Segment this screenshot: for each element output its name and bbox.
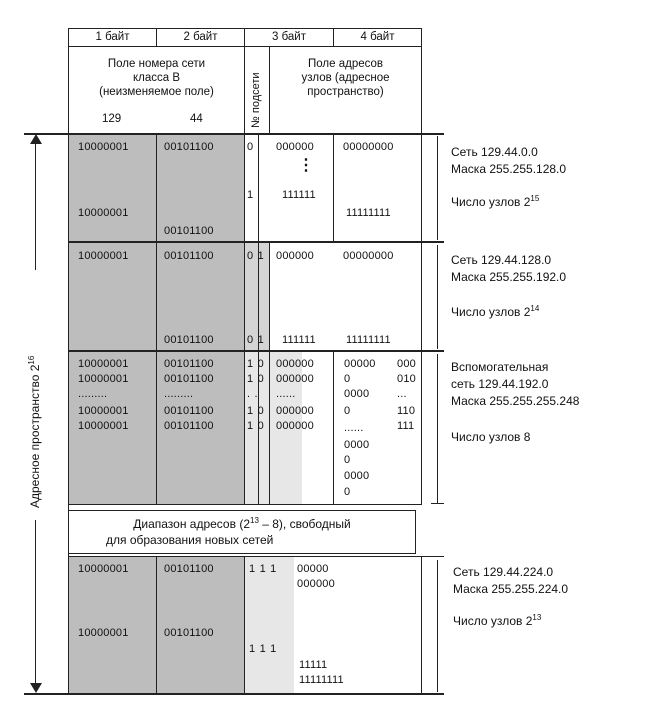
block4-host-count-label: Число узлов $2^{13}$: [453, 613, 542, 628]
header-right-border: [421, 28, 422, 133]
block1-byte1-first: 10000001: [78, 141, 129, 153]
block3-byte4b-row4: 110: [397, 405, 416, 417]
byte3-4-divider-block3: [333, 352, 334, 504]
block3-subnet-bits-row1: 1 0: [247, 358, 264, 370]
host-field-label-1: Поле адресов: [308, 58, 383, 70]
block2-byte1-first: 10000001: [78, 250, 129, 262]
free-range-line1: Диапазон адресов $(2^{13} - 8)$, свободный: [133, 516, 351, 531]
network-value-44: 44: [190, 113, 203, 125]
block4-byte1-first: 10000001: [78, 563, 129, 575]
block2-bottom-line: [68, 350, 444, 352]
block3-byte4b-row3: ...: [397, 388, 407, 400]
block3-aux-label-1: Вспомогательная: [451, 360, 549, 374]
block3-byte1-row3: .........: [78, 388, 108, 400]
block1-byte2-last: 00101100: [164, 225, 214, 237]
block3-byte4a-row5: ......: [344, 422, 364, 434]
block1-byte4-first: 00000000: [343, 141, 394, 153]
block4-host-first-b: 000000: [297, 578, 335, 590]
byte-divider-2-block4: [244, 556, 245, 694]
block4-mask-label: Маска 255.255.224.0: [453, 582, 569, 596]
block3-byte1-row5: 10000001: [78, 420, 129, 432]
block3-subnet-bits-row3: . .: [247, 388, 258, 400]
network-field-label-2: класса В: [132, 72, 181, 84]
block1-byte2-first: 00101100: [164, 141, 214, 153]
block2-mask-label: Маска 255.255.192.0: [451, 270, 567, 284]
block4-host-first-a: 00000: [297, 563, 329, 575]
block3-byte4a-row8: 0000: [344, 470, 370, 482]
table-right-border: [421, 133, 422, 504]
block2-host-count-label: Число узлов $2^{14}$: [451, 304, 540, 319]
block4-host-last-b: 11111111: [299, 674, 344, 686]
block2-byte4-last: 11111111: [346, 334, 391, 346]
table-left-border: [68, 133, 69, 694]
table-right-border-block4: [421, 556, 422, 694]
subnet-bit-divider-a: [258, 133, 259, 504]
block3-byte3-row3: ......: [276, 388, 296, 400]
byte2-label: 2 байт: [183, 31, 218, 43]
block3-byte4a-row6: 0000: [344, 439, 370, 451]
bracket1-line: [437, 136, 438, 240]
byte1-label: 1 байт: [95, 31, 130, 43]
block3-byte1-row2: 10000001: [78, 373, 129, 385]
block1-byte4-last: 11111111: [346, 207, 391, 219]
block3-byte2-row4: 00101100: [164, 405, 214, 417]
host-field-label-3: пространство): [307, 86, 384, 98]
block3-subnet-bits-row4: 1 0: [247, 405, 264, 417]
byte-divider-1-block1: [156, 133, 157, 504]
block4-top-line: [68, 556, 444, 557]
bracket3-line: [437, 354, 438, 504]
block3-byte4a-row9: 0: [344, 486, 351, 498]
block2-byte3-last: 111111: [282, 334, 316, 346]
table-bottom-line: [24, 693, 444, 695]
address-space-arrow-down: [30, 683, 42, 693]
subnet-number-label: № подсети: [250, 72, 262, 128]
block3-byte4b-row1: 000: [397, 358, 416, 370]
block4-byte1-last: 10000001: [78, 627, 129, 639]
block3-byte4a-row2: 0: [344, 373, 351, 385]
network-value-129: 129: [102, 113, 122, 125]
byte-divider-1-block4: [156, 556, 157, 694]
block3-aux-label-2: сеть 129.44.192.0: [451, 377, 549, 391]
byte-divider-2: [244, 133, 245, 504]
block4-host-last-a: 11111: [299, 659, 328, 671]
block4-subnet-bits-first: 1 1 1: [249, 563, 277, 575]
block2-network-label: Сеть 129.44.128.0: [451, 253, 552, 267]
block1-subnet-bit-first: 0: [247, 141, 254, 153]
block3-byte2-row3: .........: [164, 388, 194, 400]
block1-byte3-last: 111111: [282, 189, 316, 201]
table-top-line: [24, 133, 444, 135]
bracket4-line: [437, 560, 438, 692]
byte3-4-divider-block1: [333, 133, 334, 242]
block3-byte3-row5: 000000: [276, 420, 314, 432]
block4-network-label: Сеть 129.44.224.0: [453, 565, 554, 579]
block3-byte4a-row4: 0: [344, 405, 351, 417]
block1-subnet-bit-last: 1: [247, 189, 254, 201]
host-field-label-2: узлов (адресное: [301, 72, 390, 84]
block3-byte4a-row7: 0: [344, 454, 351, 466]
block3-byte2-row2: 00101100: [164, 373, 214, 385]
bracket3-bottom: [431, 503, 444, 504]
network-field-label-3: (неизменяемое поле): [99, 86, 214, 98]
block4-subnet-bits-last: 1 1 1: [249, 643, 277, 655]
shaded-subnet-bits-block4: [244, 557, 294, 693]
block2-byte2-last: 00101100: [164, 334, 214, 346]
byte4-label: 4 байт: [360, 31, 395, 43]
byte3-label: 3 байт: [271, 31, 306, 43]
block2-byte3-first: 000000: [276, 250, 314, 262]
block3-mask-label: Маска 255.255.255.248: [451, 394, 580, 408]
block3-bottom-line: [68, 504, 422, 505]
block3-byte1-row4: 10000001: [78, 405, 129, 417]
block3-subnet-bits-row2: 1 0: [247, 373, 264, 385]
block3-byte4a-row3: 0000: [344, 388, 370, 400]
block3-byte1-row1: 10000001: [78, 358, 129, 370]
block1-network-label: Сеть 129.44.0.0: [451, 145, 538, 159]
block3-byte3-row2: 000000: [276, 373, 314, 385]
address-space-arrow-up: [30, 134, 42, 144]
block1-byte1-last: 10000001: [78, 207, 129, 219]
block3-byte2-row5: 00101100: [164, 420, 214, 432]
block4-byte2-first: 00101100: [164, 563, 214, 575]
block3-byte4b-row2: 010: [397, 373, 416, 385]
block3-byte3-row1: 000000: [276, 358, 314, 370]
block2-byte2-first: 00101100: [164, 250, 214, 262]
block2-byte4-first: 00000000: [343, 250, 394, 262]
block3-byte3-row4: 000000: [276, 405, 314, 417]
block1-host-count-label: Число узлов $2^{15}$: [451, 194, 540, 209]
block4-byte2-last: 00101100: [164, 627, 214, 639]
block3-host-count-label: Число узлов 8: [451, 430, 531, 444]
block1-mask-label: Маска 255.255.128.0: [451, 162, 567, 176]
header-byte-line: [68, 46, 422, 47]
block3-byte4b-row5: 111: [397, 420, 415, 432]
block1-bottom-line: [68, 241, 444, 243]
block1-byte3-first: 000000: [276, 141, 314, 153]
address-space-label: Адресное пространство $2^{16}$: [27, 355, 42, 508]
header-top-line: [68, 28, 422, 29]
subnet-bit-divider-b: [269, 243, 270, 504]
free-range-line2: для образования новых сетей: [106, 533, 274, 547]
block1-vertical-dots: ⋮: [298, 157, 314, 174]
bracket2-line: [437, 245, 438, 349]
block2-subnet-bits-first: 0 1: [247, 250, 264, 262]
block3-byte4a-row1: 00000: [344, 358, 376, 370]
block3-subnet-bits-row5: 1 0: [247, 420, 264, 432]
block3-byte2-row1: 00101100: [164, 358, 214, 370]
network-field-label-1: Поле номера сети: [107, 58, 206, 70]
block2-subnet-bits-last: 0 1: [247, 334, 264, 346]
